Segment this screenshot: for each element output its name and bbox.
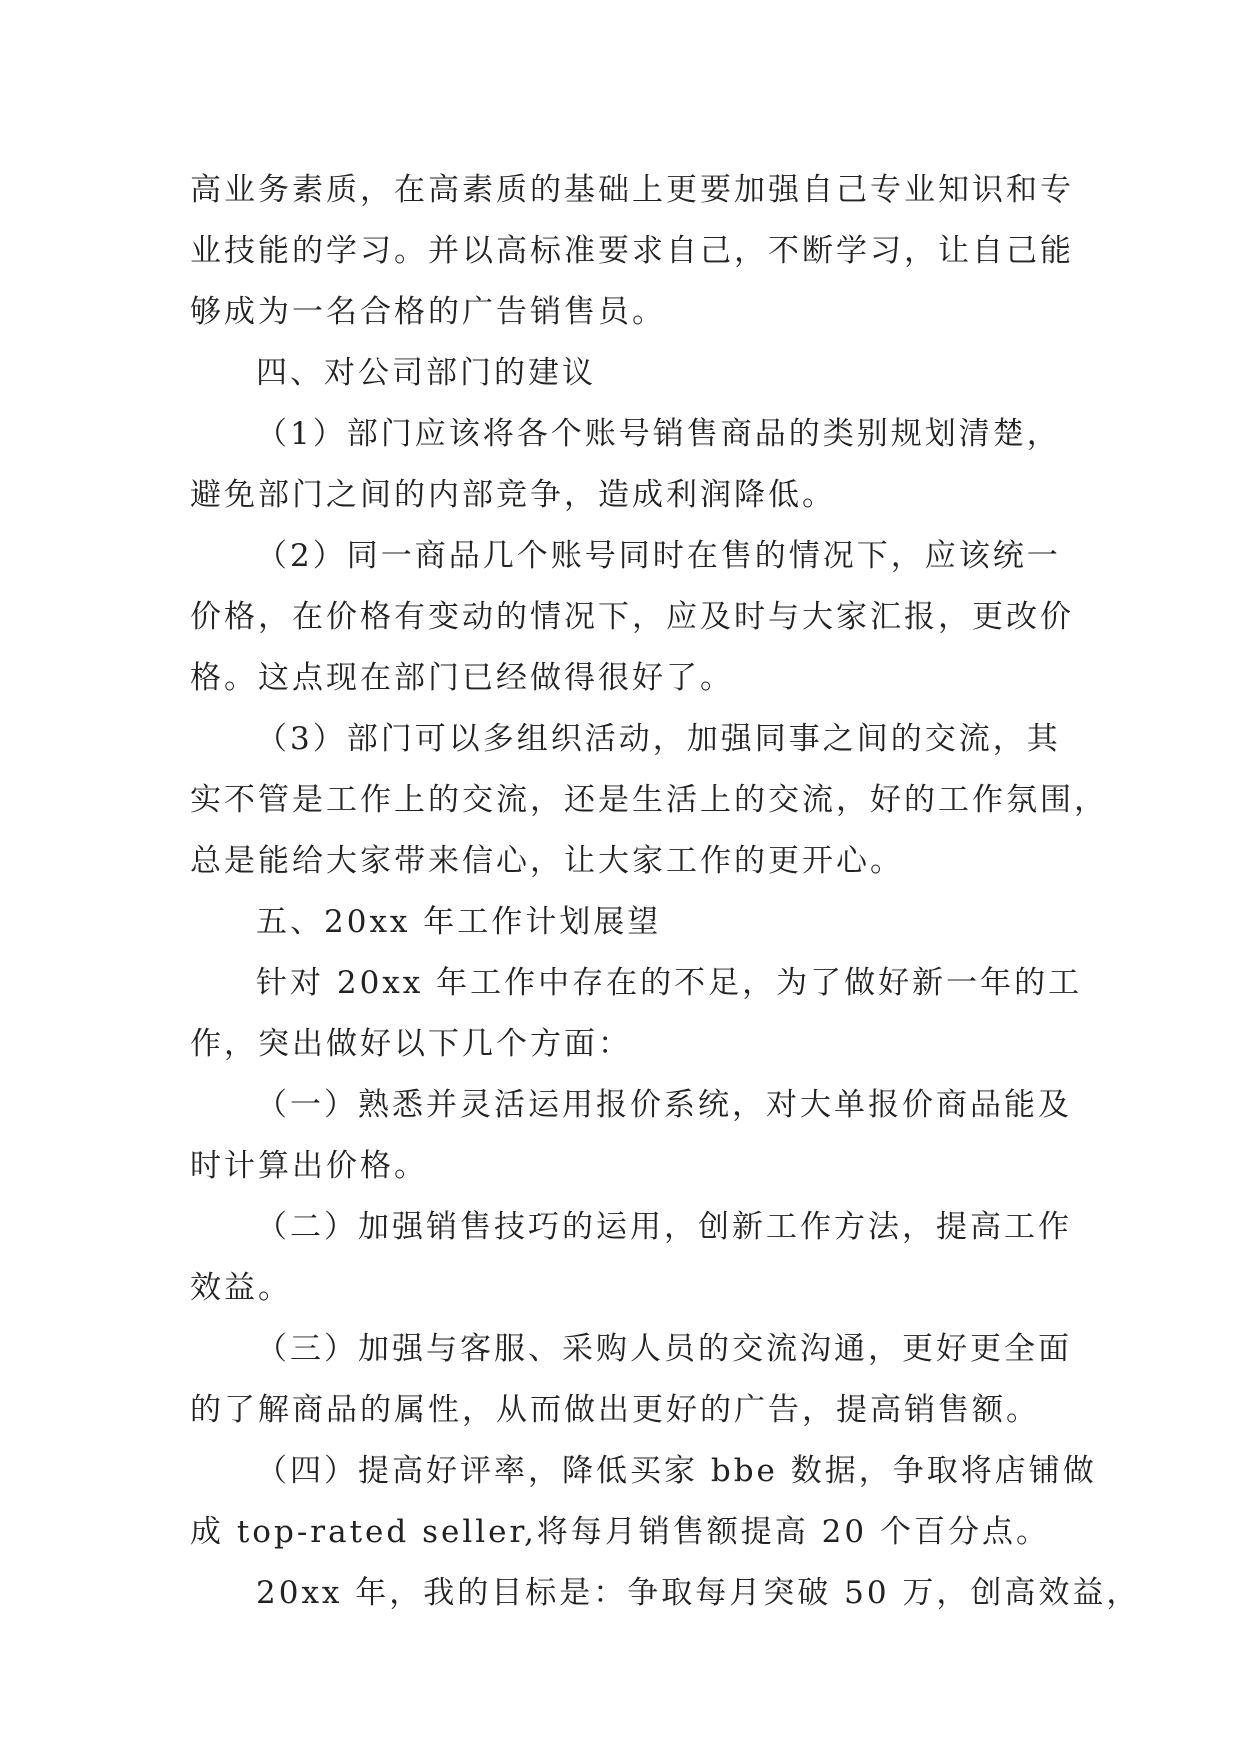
paragraph-line: （3）部门可以多组织活动，加强同事之间的交流，其 — [256, 721, 1061, 757]
paragraph-line: 总是能给大家带来信心，让大家工作的更开心。 — [190, 843, 904, 879]
paragraph-line: 高业务素质，在高素质的基础上更要加强自己专业知识和专 — [190, 172, 1074, 208]
section-heading: 五、20xx 年工作计划展望 — [256, 904, 662, 940]
paragraph-line: 的了解商品的属性，从而做出更好的广告，提高销售额。 — [190, 1392, 1040, 1428]
paragraph-line: （三）加强与客服、采购人员的交流沟通，更好更全面 — [256, 1331, 1072, 1367]
paragraph-line: 时计算出价格。 — [190, 1148, 428, 1184]
paragraph-line: 针对 20xx 年工作中存在的不足，为了做好新一年的工 — [256, 965, 1083, 1001]
section-heading: 四、对公司部门的建议 — [256, 355, 596, 391]
paragraph-line: 格。这点现在部门已经做得很好了。 — [190, 660, 734, 696]
paragraph-line: （二）加强销售技巧的运用，创新工作方法，提高工作 — [256, 1209, 1072, 1245]
paragraph-line: 避免部门之间的内部竞争，造成利润降低。 — [190, 477, 836, 513]
paragraph-line: 20xx 年，我的目标是：争取每月突破 50 万，创高效益， — [256, 1575, 1141, 1611]
paragraph-line: （四）提高好评率，降低买家 bbe 数据，争取将店铺做 — [256, 1453, 1097, 1489]
paragraph-line: 够成为一名合格的广告销售员。 — [190, 294, 666, 330]
paragraph-line: 作，突出做好以下几个方面： — [190, 1026, 632, 1062]
paragraph-line: 业技能的学习。并以高标准要求自己，不断学习，让自己能 — [190, 233, 1074, 269]
paragraph-line: 价格，在价格有变动的情况下，应及时与大家汇报，更改价 — [190, 599, 1074, 635]
paragraph-line: 效益。 — [190, 1270, 292, 1306]
paragraph-line: 实不管是工作上的交流，还是生活上的交流，好的工作氛围， — [190, 782, 1108, 818]
paragraph-line: （2）同一商品几个账号同时在售的情况下，应该统一 — [256, 538, 1061, 574]
paragraph-line: （一）熟悉并灵活运用报价系统，对大单报价商品能及 — [256, 1087, 1072, 1123]
document-body — [190, 160, 1141, 1624]
paragraph-line: 成 top-rated seller,将每月销售额提高 20 个百分点。 — [190, 1514, 1050, 1550]
paragraph-line: （1）部门应该将各个账号销售商品的类别规划清楚， — [256, 416, 1061, 452]
